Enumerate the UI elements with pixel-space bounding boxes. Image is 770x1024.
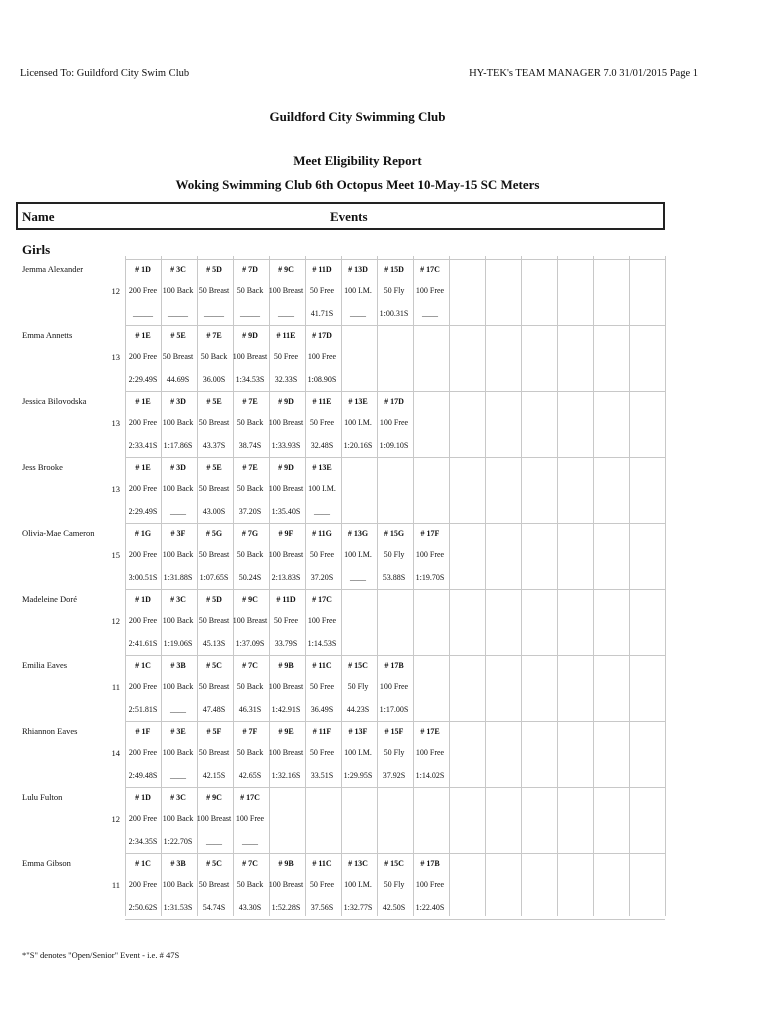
- event-description: 100 Back: [162, 814, 194, 823]
- event-description: 100 Breast: [268, 286, 304, 295]
- swimmer-name: Lulu Fulton: [22, 792, 63, 802]
- event-description: 50 Free: [309, 418, 335, 427]
- entry-time: _____: [240, 309, 260, 318]
- event-number: # 9C: [242, 595, 258, 604]
- event-description: 100 Breast: [268, 748, 304, 757]
- swimmer-name: Jessica Bilovodska: [22, 396, 87, 406]
- event-number: # 17D: [312, 331, 332, 340]
- event-number: # 11C: [312, 661, 332, 670]
- event-description: 50 Back: [236, 880, 264, 889]
- swimmer-age: 13: [111, 484, 120, 494]
- event-description: 100 Free: [415, 286, 445, 295]
- entry-time: 33.51S: [310, 771, 334, 780]
- event-description: 200 Free: [128, 286, 158, 295]
- entry-time: 1:32.77S: [343, 903, 373, 912]
- swimmer-age: 11: [111, 682, 120, 692]
- event-description: 200 Free: [128, 484, 158, 493]
- entry-time: 1:34.53S: [235, 375, 265, 384]
- meet-title: Woking Swimming Club 6th Octopus Meet 10-May-15 SC Meters: [175, 177, 540, 192]
- event-description: 100 I.M.: [344, 286, 372, 295]
- entry-time: 1:29.95S: [343, 771, 373, 780]
- event-number: # 3C: [170, 265, 186, 274]
- license-text: Licensed To: Guildford City Swim Club: [20, 68, 190, 79]
- grid-column-line: [341, 256, 342, 916]
- entry-time: 2:13.83S: [271, 573, 301, 582]
- event-number: # 5E: [206, 463, 222, 472]
- entry-time: 1:31.88S: [163, 573, 193, 582]
- entry-time: 42.65S: [238, 771, 262, 780]
- event-description: 50 Free: [273, 352, 299, 361]
- entry-time: 1:42.91S: [271, 705, 301, 714]
- grid-row-line: [125, 919, 665, 920]
- entry-time: 1:17.86S: [163, 441, 193, 450]
- event-number: # 1G: [134, 529, 152, 538]
- event-number: # 11F: [312, 727, 332, 736]
- event-description: 100 Breast: [232, 352, 268, 361]
- event-description: 50 Breast: [198, 880, 230, 889]
- event-description: 50 Fly: [383, 550, 405, 559]
- event-number: # 7D: [242, 265, 258, 274]
- entry-time: 1:08.90S: [307, 375, 337, 384]
- event-description: 50 Breast: [198, 616, 230, 625]
- entry-time: 2:50.62S: [128, 903, 158, 912]
- event-number: # 1D: [135, 793, 151, 802]
- event-number: # 5D: [206, 265, 222, 274]
- entry-time: 46.31S: [238, 705, 262, 714]
- event-number: # 7C: [242, 859, 258, 868]
- event-number: # 5C: [206, 859, 222, 868]
- event-number: # 15F: [384, 727, 404, 736]
- event-number: # 15D: [384, 265, 404, 274]
- event-description: 100 I.M.: [344, 880, 372, 889]
- swimmer-name: Emma Annetts: [22, 330, 73, 340]
- entry-time: ____: [278, 309, 294, 318]
- event-description: 100 Back: [162, 880, 194, 889]
- events-column-header: Events: [330, 209, 368, 224]
- event-description: 100 Back: [162, 748, 194, 757]
- event-number: # 9D: [242, 331, 258, 340]
- event-number: # 11G: [312, 529, 332, 538]
- event-description: 100 Breast: [268, 484, 304, 493]
- event-description: 100 Back: [162, 484, 194, 493]
- event-number: # 17B: [420, 859, 440, 868]
- entry-time: 1:52.28S: [271, 903, 301, 912]
- event-number: # 7E: [242, 463, 258, 472]
- grid-column-line: [665, 256, 666, 916]
- event-number: # 5F: [206, 727, 222, 736]
- event-description: 100 Free: [235, 814, 265, 823]
- entry-time: ____: [206, 837, 222, 846]
- event-number: # 15C: [384, 859, 404, 868]
- event-description: 100 Breast: [232, 616, 268, 625]
- event-number: # 11D: [312, 265, 332, 274]
- grid-column-line: [485, 256, 486, 916]
- event-number: # 13F: [348, 727, 368, 736]
- grid-row-line: [125, 391, 665, 392]
- event-description: 50 Free: [309, 880, 335, 889]
- entry-time: 47.48S: [202, 705, 226, 714]
- entry-time: 2:29.49S: [128, 375, 158, 384]
- club-title: Guildford City Swimming Club: [269, 109, 446, 124]
- entry-time: ____: [170, 705, 186, 714]
- entry-time: 1:37.09S: [235, 639, 265, 648]
- entry-time: 1:09.10S: [379, 441, 409, 450]
- event-description: 50 Breast: [198, 550, 230, 559]
- event-number: # 7C: [242, 661, 258, 670]
- grid-column-line: [413, 256, 414, 916]
- event-number: # 17C: [240, 793, 260, 802]
- event-number: # 13C: [348, 859, 368, 868]
- grid-column-line: [629, 256, 630, 916]
- entry-time: 37.20S: [238, 507, 262, 516]
- event-description: 50 Free: [309, 748, 335, 757]
- event-description: 50 Fly: [383, 880, 405, 889]
- entry-time: ____: [170, 507, 186, 516]
- event-number: # 1C: [135, 859, 151, 868]
- entry-time: 2:29.49S: [128, 507, 158, 516]
- event-number: # 13G: [347, 529, 369, 538]
- entry-time: ____: [314, 507, 330, 516]
- event-description: 50 Free: [309, 286, 335, 295]
- event-number: # 15G: [383, 529, 405, 538]
- event-number: # 7G: [241, 529, 259, 538]
- grid-column-line: [521, 256, 522, 916]
- grid-column-line: [593, 256, 594, 916]
- event-number: # 13E: [312, 463, 332, 472]
- event-description: 50 Back: [236, 286, 264, 295]
- event-number: # 1F: [135, 727, 151, 736]
- entry-time: 1:22.40S: [415, 903, 445, 912]
- event-description: 50 Fly: [383, 748, 405, 757]
- event-number: # 9C: [206, 793, 222, 802]
- event-number: # 17C: [420, 265, 440, 274]
- event-description: 200 Free: [128, 880, 158, 889]
- swimmer-age: 13: [111, 418, 120, 428]
- entry-time: _____: [204, 309, 224, 318]
- entry-time: 43.37S: [202, 441, 226, 450]
- event-number: # 3B: [170, 661, 186, 670]
- event-number: # 1E: [135, 397, 151, 406]
- event-description: 100 Breast: [268, 418, 304, 427]
- event-description: 100 Back: [162, 616, 194, 625]
- event-description: 50 Fly: [383, 286, 405, 295]
- event-number: # 3C: [170, 793, 186, 802]
- entry-time: 37.56S: [310, 903, 334, 912]
- column-header-box: [16, 202, 665, 230]
- event-description: 200 Free: [128, 550, 158, 559]
- grid-row-line: [125, 787, 665, 788]
- entry-time: 43.30S: [238, 903, 262, 912]
- entry-time: 1:33.93S: [271, 441, 301, 450]
- event-number: # 7E: [206, 331, 222, 340]
- event-number: # 17E: [420, 727, 440, 736]
- event-number: # 3F: [170, 529, 186, 538]
- event-description: 50 Back: [200, 352, 228, 361]
- event-number: # 1E: [135, 463, 151, 472]
- event-number: # 17F: [420, 529, 440, 538]
- entry-time: 2:34.35S: [128, 837, 158, 846]
- entry-time: 53.88S: [382, 573, 406, 582]
- swimmer-age: 11: [111, 880, 120, 890]
- swimmer-name: Jemma Alexander: [22, 264, 84, 274]
- event-description: 100 Free: [415, 880, 445, 889]
- event-number: # 17B: [384, 661, 404, 670]
- entry-time: 1:22.70S: [163, 837, 193, 846]
- event-number: # 11D: [276, 595, 296, 604]
- entry-time: 2:41.61S: [128, 639, 158, 648]
- grid-column-line: [377, 256, 378, 916]
- grid-column-line: [449, 256, 450, 916]
- event-number: # 7F: [242, 727, 258, 736]
- grid-row-line: [125, 721, 665, 722]
- event-description: 50 Breast: [198, 682, 230, 691]
- grid-row-line: [125, 655, 665, 656]
- event-description: 200 Free: [128, 418, 158, 427]
- event-number: # 9D: [278, 397, 294, 406]
- event-description: 50 Back: [236, 484, 264, 493]
- swimmer-name: Emilia Eaves: [22, 660, 68, 670]
- event-number: # 17D: [384, 397, 404, 406]
- event-number: # 9C: [278, 265, 294, 274]
- swimmer-name: Emma Gibson: [22, 858, 71, 868]
- event-number: # 1C: [135, 661, 151, 670]
- entry-time: 1:00.31S: [379, 309, 409, 318]
- event-number: # 13D: [348, 265, 368, 274]
- event-description: 50 Back: [236, 682, 264, 691]
- event-number: # 1D: [135, 595, 151, 604]
- entry-time: ____: [242, 837, 258, 846]
- event-number: # 3E: [170, 727, 186, 736]
- entry-time: 1:19.06S: [163, 639, 193, 648]
- entry-time: 1:20.16S: [343, 441, 373, 450]
- event-description: 100 I.M.: [344, 418, 372, 427]
- event-number: # 9B: [278, 661, 294, 670]
- entry-time: _____: [133, 309, 153, 318]
- event-description: 50 Back: [236, 550, 264, 559]
- swimmer-age: 13: [111, 352, 120, 362]
- event-description: 100 Free: [307, 352, 337, 361]
- entry-time: 36.00S: [202, 375, 226, 384]
- event-description: 50 Free: [273, 616, 299, 625]
- swimmer-age: 12: [111, 286, 120, 296]
- entry-time: ____: [170, 771, 186, 780]
- grid-row-line: [125, 457, 665, 458]
- event-number: # 11E: [312, 397, 332, 406]
- event-number: # 9E: [278, 727, 294, 736]
- event-number: # 5C: [206, 661, 222, 670]
- entry-time: 1:14.02S: [415, 771, 445, 780]
- entry-time: 32.33S: [274, 375, 298, 384]
- event-description: 50 Back: [236, 748, 264, 757]
- entry-time: 1:07.65S: [199, 573, 229, 582]
- event-description: 50 Breast: [198, 286, 230, 295]
- entry-time: 42.50S: [382, 903, 406, 912]
- event-number: # 3B: [170, 859, 186, 868]
- grid-row-line: [125, 325, 665, 326]
- event-description: 200 Free: [128, 352, 158, 361]
- event-description: 50 Breast: [198, 418, 230, 427]
- entry-time: ____: [350, 573, 366, 582]
- event-number: # 9B: [278, 859, 294, 868]
- entry-time: ____: [350, 309, 366, 318]
- event-description: 100 I.M.: [344, 550, 372, 559]
- event-description: 100 I.M.: [344, 748, 372, 757]
- event-number: # 3D: [170, 463, 186, 472]
- entry-time: 1:14.53S: [307, 639, 337, 648]
- event-description: 200 Free: [128, 748, 158, 757]
- entry-time: 54.74S: [202, 903, 226, 912]
- entry-time: 50.24S: [238, 573, 262, 582]
- entry-time: 38.74S: [238, 441, 262, 450]
- event-description: 100 Back: [162, 550, 194, 559]
- entry-time: 41.71S: [310, 309, 334, 318]
- entry-time: 32.48S: [310, 441, 334, 450]
- swimmer-age: 14: [111, 748, 120, 758]
- entry-time: _____: [168, 309, 188, 318]
- event-number: # 5G: [205, 529, 223, 538]
- event-description: 100 Breast: [196, 814, 232, 823]
- entry-time: 37.92S: [382, 771, 406, 780]
- event-description: 50 Free: [309, 682, 335, 691]
- event-description: 100 Back: [162, 286, 194, 295]
- entry-time: 36.49S: [310, 705, 334, 714]
- entry-time: 2:33.41S: [128, 441, 158, 450]
- event-description: 50 Breast: [198, 484, 230, 493]
- grid-row-line: [125, 259, 665, 260]
- entry-time: 45.13S: [202, 639, 226, 648]
- event-number: # 11E: [276, 331, 296, 340]
- swimmer-age: 12: [111, 814, 120, 824]
- event-number: # 5E: [170, 331, 186, 340]
- event-description: 100 Free: [415, 550, 445, 559]
- section-heading-girls: Girls: [22, 242, 51, 257]
- name-column-header: Name: [22, 209, 55, 224]
- event-description: 50 Breast: [198, 748, 230, 757]
- event-description: 50 Free: [309, 550, 335, 559]
- event-description: 100 Back: [162, 682, 194, 691]
- event-description: 100 Back: [162, 418, 194, 427]
- entry-time: 42.15S: [202, 771, 226, 780]
- event-number: # 9F: [278, 529, 294, 538]
- entry-time: 1:35.40S: [271, 507, 301, 516]
- entry-time: 37.20S: [310, 573, 334, 582]
- swimmer-name: Olivia-Mae Cameron: [22, 528, 95, 538]
- entry-time: 44.69S: [166, 375, 190, 384]
- entry-time: 1:31.53S: [163, 903, 193, 912]
- entry-time: 3:00.51S: [128, 573, 158, 582]
- grid-column-line: [557, 256, 558, 916]
- swimmer-age: 15: [111, 550, 120, 560]
- program-info: HY-TEK's TEAM MANAGER 7.0 31/01/2015 Page 1: [469, 68, 698, 79]
- event-description: 100 Free: [415, 748, 445, 757]
- event-description: 50 Back: [236, 418, 264, 427]
- event-description: 100 I.M.: [308, 484, 336, 493]
- event-number: # 13E: [348, 397, 368, 406]
- event-description: 100 Breast: [268, 682, 304, 691]
- swimmer-name: Rhiannon Eaves: [22, 726, 78, 736]
- event-number: # 5D: [206, 595, 222, 604]
- event-number: # 15C: [348, 661, 368, 670]
- entry-time: 1:32.16S: [271, 771, 301, 780]
- entry-time: 2:49.48S: [128, 771, 158, 780]
- entry-time: 33.79S: [274, 639, 298, 648]
- event-number: # 11C: [312, 859, 332, 868]
- event-description: 100 Free: [379, 418, 409, 427]
- event-number: # 1E: [135, 331, 151, 340]
- event-description: 200 Free: [128, 616, 158, 625]
- event-number: # 17C: [312, 595, 332, 604]
- entry-time: ____: [422, 309, 438, 318]
- event-description: 100 Free: [307, 616, 337, 625]
- event-description: 200 Free: [128, 682, 158, 691]
- swimmer-name: Madeleine Doré: [22, 594, 77, 604]
- event-description: 100 Breast: [268, 550, 304, 559]
- event-description: 50 Breast: [162, 352, 194, 361]
- swimmer-age: 12: [111, 616, 120, 626]
- grid-row-line: [125, 853, 665, 854]
- event-description: 100 Breast: [268, 880, 304, 889]
- entry-time: 1:19.70S: [415, 573, 445, 582]
- event-number: # 1D: [135, 265, 151, 274]
- event-description: 200 Free: [128, 814, 158, 823]
- event-number: # 3C: [170, 595, 186, 604]
- entry-time: 43.00S: [202, 507, 226, 516]
- event-number: # 9D: [278, 463, 294, 472]
- entry-time: 2:51.81S: [128, 705, 158, 714]
- event-number: # 7E: [242, 397, 258, 406]
- entry-time: 1:17.00S: [379, 705, 409, 714]
- swimmer-name: Jess Brooke: [22, 462, 63, 472]
- footnote: *"S" denotes "Open/Senior" Event - i.e. # 47S: [22, 950, 180, 960]
- event-number: # 3D: [170, 397, 186, 406]
- entry-time: 44.23S: [346, 705, 370, 714]
- event-number: # 5E: [206, 397, 222, 406]
- event-description: 50 Fly: [347, 682, 369, 691]
- grid-row-line: [125, 589, 665, 590]
- grid-row-line: [125, 523, 665, 524]
- report-title: Meet Eligibility Report: [293, 153, 422, 168]
- event-description: 100 Free: [379, 682, 409, 691]
